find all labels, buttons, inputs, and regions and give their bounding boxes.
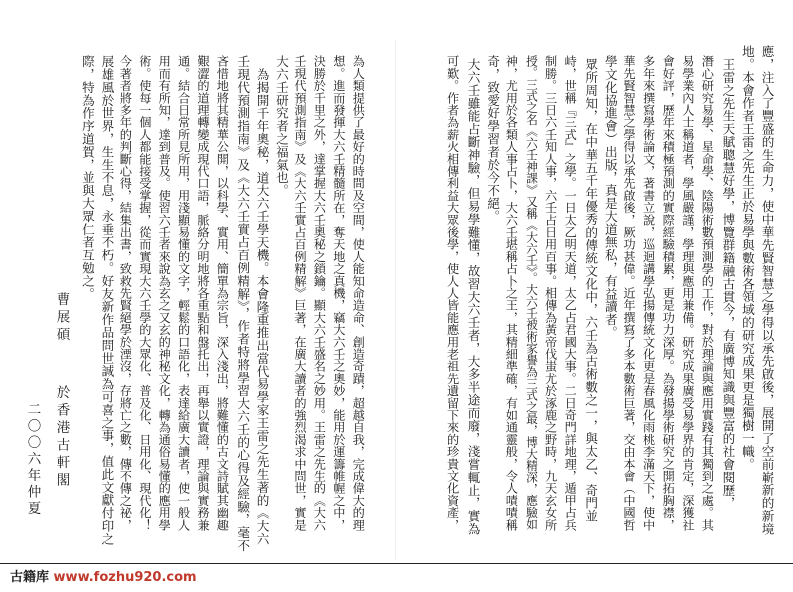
left-page-text-column: 通。結合日常所見所用，用淺顯易懂的文字，輕鬆的口語化，表達給廣大讀者，使一般人: [176, 55, 191, 531]
right-page-text-column: 眾所周知，在中華五千年優秀的傳統文化中，六壬為古術數之一，與太乙、奇門並: [583, 58, 599, 523]
left-page-text-column: 為人類提供了最好的時間及空間，使人能知命造命、創造奇蹟，超越自我，完成偉大的理: [351, 55, 366, 531]
site-url: www.fozhu920.com: [53, 570, 197, 585]
right-page-text-column: 奇，致愛好學習者於今不絕。: [485, 55, 501, 223]
left-page-text-column: 艱澀的道理轉變成現代口語，脈絡分明地將各重點和盤托出，再舉以實證，理論與實務兼: [196, 55, 210, 531]
left-page-text-column: 際，特為作序道賀，並與大眾仁者互勉之。: [79, 55, 95, 301]
preface-date: 二〇〇六年仲夏: [24, 402, 41, 518]
right-page-text-column: 王雷之先生天賦聰慧好學，博覽群籍融古貫今，有廣博知識與豐富的社會閱歷，: [720, 58, 736, 510]
right-page-text-column: 授。三式之名《六壬神課》又稱《大六壬》。大六壬被術家譽為三式之最，博大精深，應驗如: [524, 55, 539, 531]
left-page-text-column: 為揭開千年奧秘，道大六壬學天機。本會隆重推出當代易學家王雷之先生著的《大六: [254, 68, 270, 546]
right-page-text-column: 多年來撰寫學術論文，著書立說，巡迴講學弘揚傳統文化更是春風化雨桃李滿天下，使中: [641, 55, 656, 531]
right-page-text-column: 神，尤用於各類人事占卜，大六壬堪稱占卜之王，其精細準確，有如通靈般，令人嘖嘖稱: [504, 55, 519, 531]
signature-location: 於香港古軒閣: [53, 385, 70, 490]
footer-watermark-bar: [0, 563, 793, 592]
left-page-text-column: 壬現代預測指南》及《大六壬實占百例精解》巨著，在廣大讀者的強烈渴求中問世，實是: [293, 55, 307, 531]
author-signature: 曹展碩: [53, 292, 70, 345]
left-page-text-column: 用而有所知，達到普及。使習六壬者來說為玄之又玄的神秘文化，轉為通俗易懂的應用學: [157, 55, 172, 531]
right-page-text-column: 學文化協進會）出版，真是大道無私，有益讀者。: [602, 55, 618, 339]
left-page-text-column: 展雄風於世界，生生不息，永垂不朽。好友新作品問世誠為可喜之事，值此文獻付印之: [99, 55, 115, 546]
right-page-text-column: 大六壬雖能占斷神驗，但易學難懂，故習大六壬者，大多半途而廢，淺嘗輒止，實為: [465, 58, 481, 536]
right-page: [396, 0, 793, 560]
left-page-text-column: 術。使每一個人都能接受掌握，從而實現大六壬學的大眾化、普及化、日用化、現代化！: [137, 55, 152, 531]
right-page-text-column: 地。本會作者王雷之先生正於易學與數術各領域的研究成果更是獨樹一幟。: [739, 45, 755, 471]
right-page-text-column: 制勝。三日六壬知人事，六壬占日用百事。相傳為黃帝伐蚩尤於涿鹿之野時，九天玄女所: [543, 55, 558, 531]
site-name: 古籍库: [10, 570, 50, 585]
left-page-text-column: 今著者將多年的判斷心得，結集出書，致救先賢絕學於湮沒，存將亡之數，傳不傳之祕，: [118, 55, 133, 531]
site-watermark: [10, 564, 197, 592]
left-page-text-column: 想。進而發揮大六壬精髓所在，奪天地之真機，竊大六壬之奧妙，能用於運籌帷幄之中，: [331, 55, 346, 531]
right-page-text-column: 應，注入了豐盛的生命力，使中華先賢智慧之學得以承先啟後，展開了空前嶄新的新境: [759, 45, 775, 536]
left-page-text-column: 壬現代預測指南》及《大六壬實占百例精解》，作者特將學習大六壬的心得及經驗，毫不: [235, 55, 251, 552]
left-page-text-column: 大六壬研究者之福氣也。: [273, 55, 289, 197]
right-page-text-column: 可歎。作者為薪火相傳利益大眾後學，使人人皆能應用老祖先遺留下來的珍貴文化資產，: [445, 55, 460, 531]
right-page-text-column: 華先賢智慧之學得以承先啟後，厥功甚偉。近年撰寫了多本數術巨著，交由本會（中國哲: [622, 55, 636, 531]
right-page-text-column: 潛心研究易學、星命學、陰陽術數預測學的工作，對於理論與應用實踐有其獨到之處。其: [700, 55, 715, 531]
left-page-text-column: 決勝於千里之外，達掌握大六壬奧秘之鎖鑰。顯大六壬盛名之妙用。王雷之先生的《大六: [312, 55, 327, 531]
left-page-text-column: 吝惜地將其精華公開，以科學、實用、簡單為宗旨，深入淺出，將難懂的古文詩賦其幽趣: [215, 55, 230, 531]
left-page: [0, 0, 396, 560]
right-page-text-column: 峙，世稱『三式』之學。一日太乙明天道，太乙占君國大事。二日奇門詳地理，遁甲占兵: [563, 55, 578, 531]
right-page-text-column: 會好評，歷年來積極預測的實際經驗積累，更是功力深厚。為發揚學術研究之開拓胸襟，: [661, 55, 676, 531]
right-page-text-column: 易學業內人士稱道者，學風嚴謹，學理與應用兼備。研究成果廣受易學界的肯定，深獲社: [680, 55, 695, 531]
